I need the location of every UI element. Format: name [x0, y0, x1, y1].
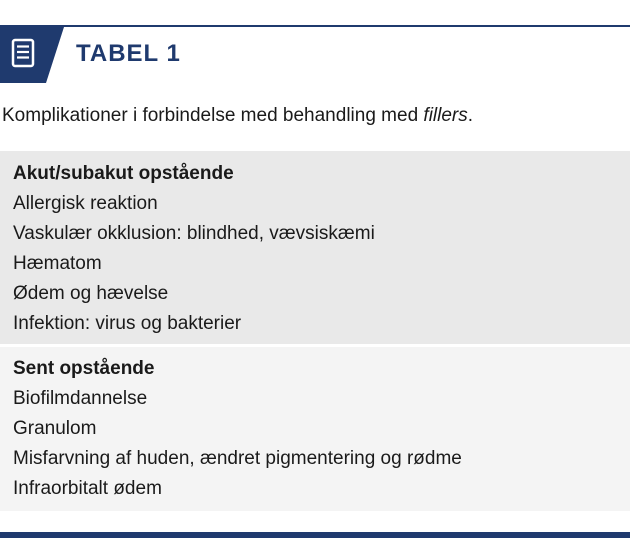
- caption-text: Komplikationer i forbindelse med behandling med: [2, 105, 424, 126]
- list-item: Infraorbitalt ødem: [13, 478, 162, 499]
- top-rule: [0, 25, 630, 27]
- list-item: Misfarvning af huden, ændret pigmentering og rødme: [13, 448, 462, 469]
- list-item: Vaskulær okklusion: blindhed, vævsiskæmi: [13, 223, 375, 244]
- caption-italic-text: fillers: [423, 105, 468, 126]
- caption-period: .: [467, 105, 474, 126]
- section-late: [0, 347, 630, 511]
- document-list-icon: [0, 27, 70, 83]
- list-item: Infektion: virus og bakterier: [13, 313, 242, 334]
- section-title: Sent opstående: [13, 358, 155, 379]
- section-title: Akut/subakut opstående: [13, 163, 234, 184]
- table-caption: [2, 105, 473, 127]
- list-item: Hæmatom: [13, 253, 102, 274]
- table-label: TABEL 1: [76, 40, 181, 67]
- list-item: Ødem og hævelse: [13, 283, 169, 304]
- list-item: Allergisk reaktion: [13, 193, 158, 214]
- bottom-rule: [0, 532, 630, 538]
- list-item: Granulom: [13, 418, 97, 439]
- list-item: Biofilmdannelse: [13, 388, 148, 409]
- section-acute: [0, 151, 630, 344]
